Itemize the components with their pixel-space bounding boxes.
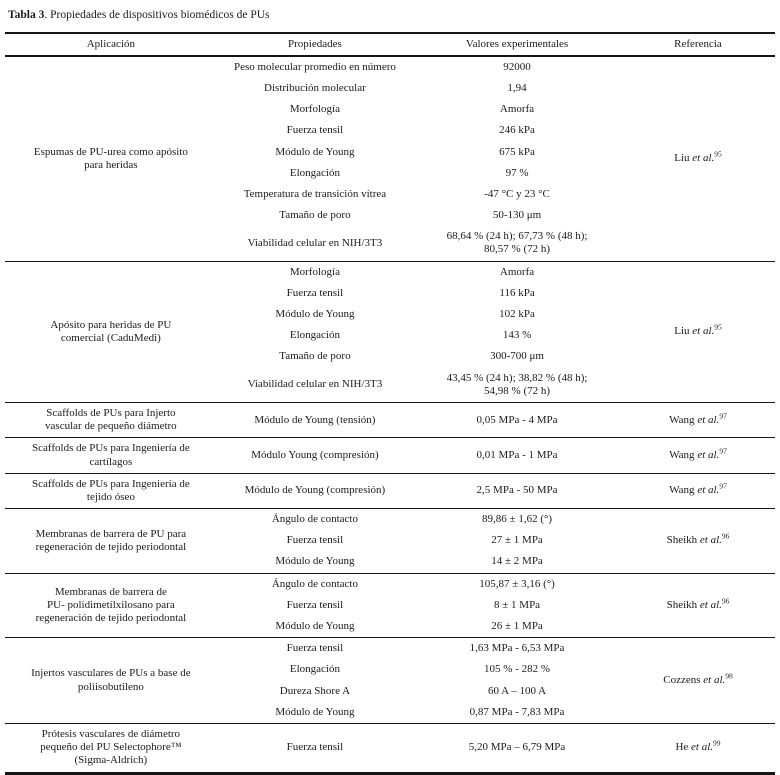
value-cell: 0,87 MPa - 7,83 MPa (469, 705, 565, 718)
value-cell: 246 kPa (499, 124, 535, 137)
table-caption (5, 5, 775, 32)
application-cell: Scaffolds de PUs para Ingeniería de cartílagos (5, 438, 217, 473)
value-cell: 97 % (505, 166, 529, 179)
value-cell: 5,20 MPa – 6,79 MPa (413, 723, 621, 773)
value-cell: 102 kPa (499, 308, 535, 321)
reference-citation-number: 97 (719, 410, 727, 420)
property-cell: Viabilidad celular en NIH/3T3 (247, 378, 383, 391)
value-cell: 8 ± 1 MPa (494, 598, 541, 611)
property-cell: Módulo de Young (275, 308, 355, 321)
property-cell: Tamaño de poro (279, 209, 351, 222)
value-cell: 50-130 μm (492, 209, 542, 222)
value-cell: 26 ± 1 MPa (491, 620, 543, 633)
value-cell: 14 ± 2 MPa (491, 555, 543, 568)
application-cell: Membranas de barrera de PU- polidimetilxilosano para regeneración de tejido periodontal (5, 573, 217, 638)
reference-citation-number: 98 (725, 671, 733, 681)
reference-cell: Wang et al.$^{97}$ (621, 438, 775, 473)
value-cell: 0,05 MPa - 4 MPa (413, 402, 621, 437)
table-caption-text: . Propiedades de dispositivos biomédicos de PUs (44, 9, 270, 21)
property-cell: Fuerza tensil (217, 638, 413, 660)
reference-etal: et al. (697, 448, 720, 461)
reference-cell: Cozzens et al.$^{98}$ (621, 638, 775, 724)
property-cell: Fuerza tensil (217, 723, 413, 773)
reference-cell: Sheikh et al.$^{96}$ (621, 573, 775, 638)
property-cell: Fuerza tensil (286, 286, 344, 299)
reference-etal: et al. (703, 674, 726, 687)
property-cell: Módulo de Young (tensión) (217, 402, 413, 437)
reference-citation-number: 97 (719, 481, 727, 491)
table-row (5, 56, 775, 78)
properties-table (5, 32, 775, 775)
header-propiedades: Propiedades (217, 33, 413, 56)
value-cell: 89,86 ± 1,62 (°) (413, 509, 621, 531)
property-cell: Módulo Young (compresión) (217, 438, 413, 473)
reference-citation-number: 96 (721, 596, 730, 606)
property-cell: Tamaño de poro (279, 350, 351, 363)
property-cell: Módulo de Young (275, 705, 355, 718)
property-cell: Dureza Shore A (279, 684, 351, 697)
value-cell: 68,64 % (24 h); 67,73 % (48 h); 80,57 % (72 h) (446, 230, 588, 256)
property-cell: Ángulo de contacto (217, 509, 413, 531)
property-cell: Módulo de Young (compresión) (217, 473, 413, 508)
table-row (5, 438, 775, 473)
value-cell: 0,01 MPa - 1 MPa (413, 438, 621, 473)
value-cell: 143 % (502, 329, 532, 342)
reference-citation-number: 95 (714, 149, 722, 159)
value-cell: Amorfa (413, 261, 621, 283)
table-caption-label: Tabla 3 (8, 9, 45, 21)
table-body (5, 56, 775, 773)
application-cell: Espumas de PU-urea como apósito para heridas (33, 145, 188, 171)
reference-etal: et al. (692, 325, 715, 338)
application-cell: Scaffolds de PUs para Injerto vascular de pequeño diámetro (5, 402, 217, 437)
header-valores: Valores experimentales (413, 33, 621, 56)
value-cell: 1,94 (507, 81, 527, 94)
value-cell: 60 A – 100 A (488, 684, 547, 697)
table-row (5, 402, 775, 437)
reference-citation-number: 95 (714, 322, 722, 332)
application-cell: Apósito para heridas de PU comercial (CaduMedi) (5, 261, 217, 402)
value-cell: 43,45 % (24 h); 38,82 % (48 h); 54,98 % (72 h) (446, 371, 588, 397)
value-cell: 2,5 MPa - 50 MPa (413, 473, 621, 508)
reference-cell: Sheikh et al.$^{96}$ (621, 509, 775, 574)
reference-cell: Liu et al.$^{95}$ (674, 149, 722, 165)
table-row (5, 723, 775, 773)
table-row (5, 261, 775, 283)
property-cell: Elongación (289, 166, 340, 179)
reference-cell: He et al.$^{99}$ (621, 723, 775, 773)
reference-etal: et al. (697, 484, 720, 497)
property-cell: Ángulo de contacto (217, 573, 413, 595)
property-cell: Fuerza tensil (286, 598, 344, 611)
table-row (5, 509, 775, 531)
reference-cell: Wang et al.$^{97}$ (621, 473, 775, 508)
value-cell: 105,87 ± 3,16 (°) (413, 573, 621, 595)
property-cell: Morfología (289, 103, 340, 116)
application-cell: Membranas de barrera de PU para regeneración de tejido periodontal (5, 509, 217, 574)
value-cell: 1,63 MPa - 6,53 MPa (413, 638, 621, 660)
property-cell: Viabilidad celular en NIH/3T3 (247, 236, 383, 249)
value-cell: 27 ± 1 MPa (491, 534, 543, 547)
property-cell: Elongación (289, 329, 340, 342)
header-aplicacion: Aplicación (5, 33, 217, 56)
property-cell: Módulo de Young (275, 620, 355, 633)
table-row (5, 473, 775, 508)
reference-citation-number: 96 (721, 531, 730, 541)
property-cell: Elongación (289, 663, 340, 676)
table-header (5, 33, 775, 56)
value-cell: 92000 (503, 60, 531, 73)
application-cell: Prótesis vasculares de diámetro pequeño del PU Selectophore™ (Sigma-Aldrich) (5, 723, 217, 773)
property-cell: Distribución molecular (264, 81, 366, 94)
table-row (5, 573, 775, 595)
property-cell: Morfología (217, 261, 413, 283)
value-cell: Amorfa (499, 103, 535, 116)
table-row (5, 638, 775, 660)
property-cell: Fuerza tensil (286, 124, 344, 137)
value-cell: 116 kPa (499, 286, 535, 299)
reference-etal: et al. (692, 152, 715, 165)
reference-etal: et al. (699, 534, 722, 547)
property-cell: Módulo de Young (275, 555, 355, 568)
value-cell: 300-700 μm (490, 350, 544, 363)
reference-cell: Wang et al.$^{97}$ (621, 402, 775, 437)
application-cell: Scaffolds de PUs para Ingeniería de tejido óseo (5, 473, 217, 508)
header-referencia: Referencia (621, 33, 775, 56)
reference-cell: Liu et al.$^{95}$ (621, 261, 775, 402)
property-cell: Módulo de Young (275, 145, 355, 158)
property-cell: Temperatura de transición vítrea (243, 187, 387, 200)
reference-etal: et al. (699, 598, 722, 611)
property-cell: Peso molecular promedio en número (233, 60, 396, 73)
value-cell: 105 % - 282 % (484, 663, 551, 676)
value-cell: -47 °C y 23 °C (484, 187, 550, 200)
reference-citation-number: 99 (713, 738, 721, 748)
reference-citation-number: 97 (719, 446, 727, 456)
reference-etal: et al. (697, 413, 720, 426)
property-cell: Fuerza tensil (286, 534, 344, 547)
header-row (5, 33, 775, 56)
application-cell: Injertos vasculares de PUs a base de poliisobutileno (5, 638, 217, 724)
reference-etal: et al. (691, 741, 714, 754)
value-cell: 675 kPa (499, 145, 535, 158)
